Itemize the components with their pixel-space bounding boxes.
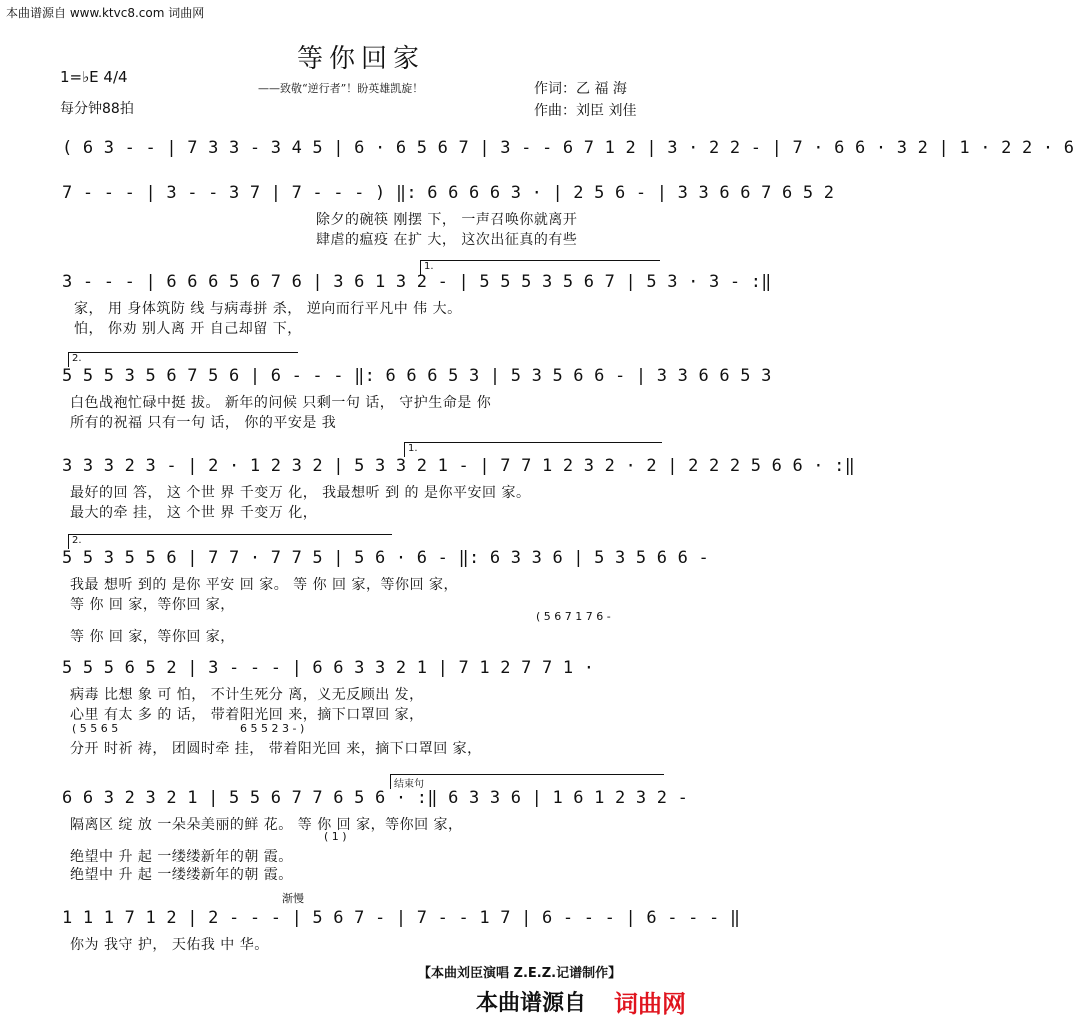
alt-note-d: ( 1 ) (324, 830, 347, 843)
lyric-line-9a: 你为 我守 护， 天佑我 中 华。 (70, 937, 269, 953)
notes-line-6: 5 5 3 5 5 6 | 7 7 · 7 7 5 | 5 6 · 6 - ‖: 6 3 3 6 | 5 3 5 6 6 - (62, 548, 709, 568)
tempo-marking: 每分钟88拍 (60, 101, 134, 117)
song-subtitle: ——致敬“逆行者”！盼英雄凯旋！ (258, 82, 424, 95)
key-signature: 1=♭E 4/4 (60, 68, 128, 86)
lyric-line-2a: 除夕的碗筷 刚摆 下， 一声召唤你就离开 (316, 212, 578, 228)
notes-line-1: ( 6 3 - - | 7 3 3 - 3 4 5 | 6 · 6 5 6 7 | 3 - - 6 7 1 2 | 3 · 2 2 - | 7 · 6 6 · 3 2 | 1 · 2 2 · 6 (62, 138, 1074, 158)
composer-credit: 作曲：刘臣 刘佳 (534, 103, 637, 119)
lyric-line-7c: 分开 时祈 祷， 团圆时牵 挂， 带着阳光回 来，摘下口罩回 家， (70, 741, 482, 757)
site-banner: 本曲谱源自 www.ktvc8.com 词曲网 (6, 6, 205, 20)
lyric-line-4a: 白色战袍忙碌中挺 拔。 新年的问候 只剩一句 话， 守护生命是 你 (70, 395, 492, 411)
ritard-marking: 渐慢 (282, 892, 304, 905)
alt-notes-a: ( 5 6 7 1 7 6 - (536, 610, 611, 623)
lyric-line-5b: 最大的牵 挂， 这 个世 界 千变万 化， (70, 505, 318, 521)
notes-line-2: 7 - - - | 3 - - 3 7 | 7 - - - ) ‖: 6 6 6 6 3 · | 2 5 6 - | 3 3 6 6 7 6 5 2 (62, 183, 835, 203)
lyric-line-7a: 病毒 比想 象 可 怕， 不计生死分 离，义无反顾出 发， (70, 687, 424, 703)
lyric-line-2b: 肆虐的瘟疫 在扩 大， 这次出征真的有些 (316, 232, 578, 248)
lyric-line-8c: 绝望中 升 起 一缕缕新年的朝 霞。 (70, 867, 293, 883)
watermark-source: 本曲谱源自 (476, 991, 587, 1016)
lyric-line-5a: 最好的回 答， 这 个世 界 千变万 化， 我最想听 到 的 是你平安回 家。 (70, 485, 531, 501)
first-ending-bracket: 1. (420, 260, 660, 275)
watermark-site: 词曲网 (614, 990, 686, 1018)
first-ending-bracket-2: 1. (404, 442, 662, 457)
lyric-line-6a: 我最 想听 到的 是你 平安 回 家。 等 你 回 家，等你回 家， (70, 577, 458, 593)
lyric-line-8a: 隔离区 绽 放 一朵朵美丽的鲜 花。 等 你 回 家，等你回 家， (70, 817, 463, 833)
coda-bracket: 结束句 (390, 774, 664, 789)
song-title: 等你回家 (296, 44, 425, 74)
notes-line-5: 3 3 3 2 3 - | 2 · 1 2 3 2 | 5 3 3 2 1 - | 7 7 1 2 3 2 · 2 | 2 2 2 5 6 6 · :‖ (62, 456, 856, 476)
lyric-line-7b: 心里 有太 多 的 话， 带着阳光回 来，摘下口罩回 家， (70, 707, 424, 723)
alt-notes-c: 6 5 5 2 3 - ) (240, 722, 305, 735)
lyric-line-3a: 家， 用 身体筑防 线 与病毒拼 杀， 逆向而行平凡中 伟 大。 (74, 301, 462, 317)
lyric-line-6c: 等 你 回 家，等你回 家， (70, 629, 235, 645)
second-ending-bracket: 2. (68, 352, 298, 367)
alt-notes-b: ( 5 5 6 5 (72, 722, 119, 735)
second-ending-bracket-2: 2. (68, 534, 392, 549)
notes-line-9: 1 1 1 7 1 2 | 2 - - - | 5 6 7 - | 7 - - 1 7 | 6 - - - | 6 - - - ‖ (62, 908, 741, 928)
notes-line-8: 6 6 3 2 3 2 1 | 5 5 6 7 7 6 5 6 · :‖ 6 3 3 6 | 1 6 1 2 3 2 - (62, 788, 689, 808)
notes-line-3: 3 - - - | 6 6 6 5 6 7 6 | 3 6 1 3 2 - | 5 5 5 3 5 6 7 | 5 3 · 3 - :‖ (62, 272, 772, 292)
lyric-line-3b: 怕， 你劝 别人离 开 自己却留 下， (74, 321, 302, 337)
notes-line-4: 5 5 5 3 5 6 7 5 6 | 6 - - - ‖: 6 6 6 5 3 | 5 3 5 6 6 - | 3 3 6 6 5 3 (62, 366, 772, 386)
lyric-line-6b: 等 你 回 家，等你回 家， (70, 597, 235, 613)
notes-line-7: 5 5 5 6 5 2 | 3 - - - | 6 6 3 3 2 1 | 7 1 2 7 7 1 · (62, 658, 595, 678)
lyric-line-8b: 绝望中 升 起 一缕缕新年的朝 霞。 (70, 849, 293, 865)
lyricist-credit: 作词：乙 福 海 (534, 81, 627, 97)
lyric-line-4b: 所有的祝福 只有一句 话， 你的平安是 我 (70, 415, 337, 431)
performer-credit: 【本曲刘臣演唱 Z.E.Z.记谱制作】 (418, 966, 622, 981)
